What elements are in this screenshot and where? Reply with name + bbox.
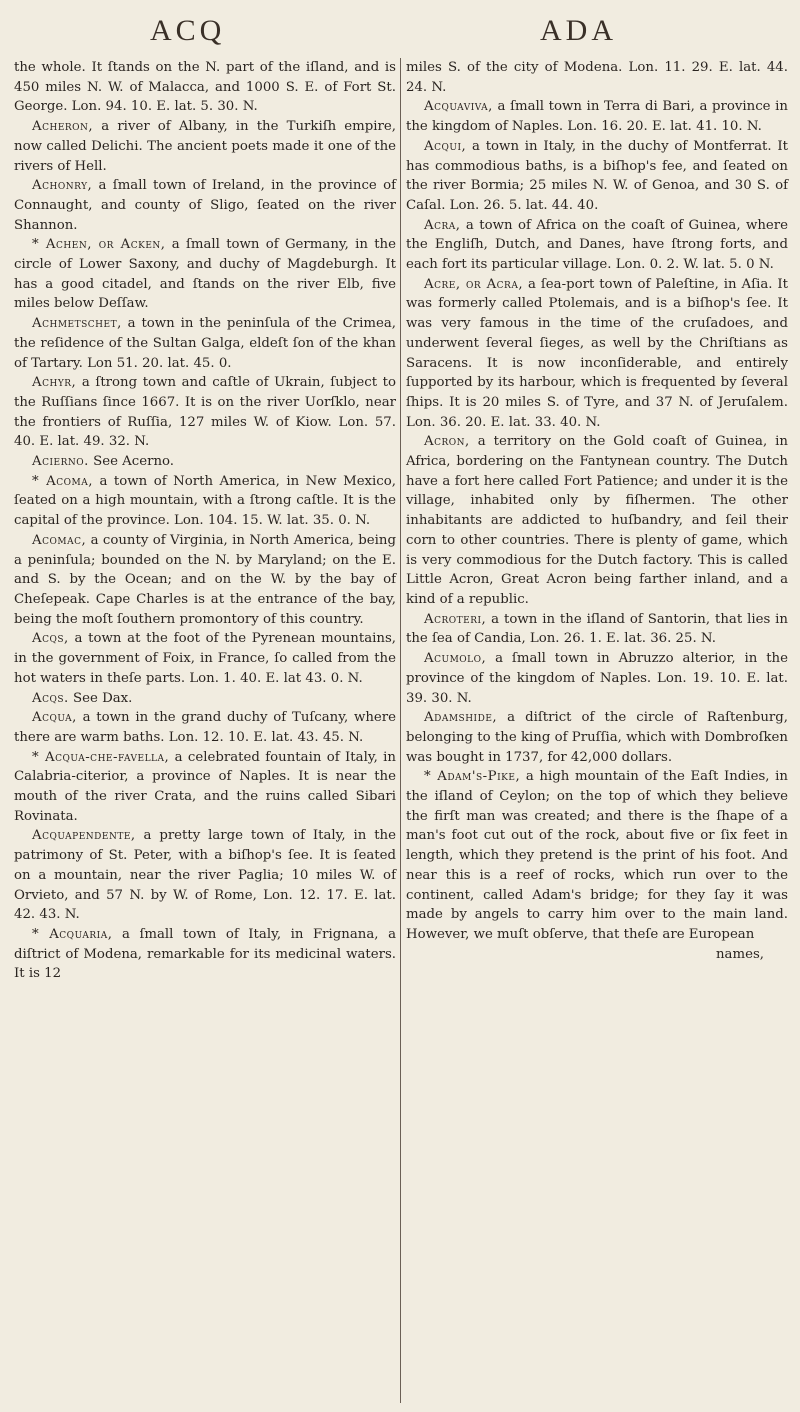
headword: Acra,	[424, 217, 461, 233]
entry-adamshide	[406, 708, 788, 767]
entry-text: a pretty large town of Italy, in the patrimony of St. Peter, with a biſhop's ſee. It is ſeated on a mountain, near the river Paglia; 10 miles W. of Orvieto, and 57 N. by W. of Rome, Lon. 12. 17. E. lat. 42. 43. N.	[14, 828, 396, 923]
entry-whole	[14, 58, 396, 117]
entry-text: a territory on the Gold coaſt of Guinea, in Africa, bordering on the Fantynean country. The Dutch have a fort here called Fort Patience; and under it is the village, inhabited only by fiſhermen. The other inhabitants are addicted to huſbandry, and ſeil their corn to other countries. There is plenty of game, which is very commodious for the Dutch factory. This is called Little Acron, Great Acron being farther inland, and a kind of a republic.	[406, 434, 788, 607]
entry-text: a ſtrong town and caſtle of Ukrain, ſubject to the Ruſſians ſince 1667. It is on the river Uorſklo, near the frontiers of Ruſſia, 127 miles W. of Kiow. Lon. 57. 40. E. lat. 49. 32. N.	[14, 375, 396, 450]
entry-adams_pike	[406, 767, 788, 944]
headword: Adamshide,	[424, 710, 498, 726]
headword: Achonry,	[32, 178, 93, 194]
entry-text: a town at the foot of the Pyrenean mountains, in the government of Foix, in France, ſo called from the hot waters in theſe parts. Lon. 1. 40. E. lat 43. 0. N.	[14, 631, 396, 686]
entry-acoma	[14, 472, 396, 531]
headword: Acron,	[424, 434, 470, 450]
entry-acqua	[14, 708, 396, 747]
entry-modena	[406, 58, 788, 97]
entry-text: a town in the grand duchy of Tuſcany, where there are warm baths. Lon. 12. 10. E. lat. 43. 45. N.	[14, 710, 396, 745]
entry-text: See Acerno.	[88, 454, 175, 470]
entry-acierno	[14, 452, 396, 472]
entry-acheron	[14, 117, 396, 176]
entry-text: a town of North America, in New Mexico, ſeated on a high mountain, with a ſtrong caſtle. It is the capital of the province. Lon. 104. 15. W. lat. 35. 0. N.	[14, 473, 396, 529]
entry-text: See Dax.	[68, 690, 133, 706]
entry-acquaria	[14, 925, 396, 984]
headword: Acqui,	[424, 138, 467, 154]
headword: Acroteri,	[424, 611, 487, 627]
entry-achonry	[14, 176, 396, 235]
headword: Acre, or Acra,	[424, 276, 524, 292]
headword: * Acoma,	[32, 473, 93, 489]
entry-text: a town of Africa on the coaſt of Guinea, where the Engliſh, Dutch, and Danes, have ſtrong forts, and each fort its particular village. Lon. 0. 2. W. lat. 5. 0 N.	[406, 217, 788, 273]
headword: Achmetschet,	[32, 316, 122, 332]
entry-achen	[14, 235, 396, 314]
headword: * Achen, or Acken,	[32, 237, 166, 253]
entry-text: a town in the iſland of Santorin, that lies in the ſea of Candia, Lon. 26. 1. E. lat. 36. 25. N.	[406, 611, 788, 647]
entry-acroteri	[406, 610, 788, 649]
entry-acqs2	[14, 689, 396, 709]
entry-acomac	[14, 531, 396, 630]
entry-text: a diſtrict of the circle of Raſtenburg, belonging to the king of Pruſſia, which with Dombroſken was bought in 1737, for 42,000 dollars.	[406, 710, 788, 765]
running-head-right: ADA	[540, 14, 617, 47]
entry-acra	[406, 216, 788, 275]
headword: Acierno.	[32, 454, 89, 470]
entry-text: the whole. It ſtands on the N. part of the iſland, and is 450 miles N. W. of Malacca, and 1000 S. E. of Fort St. George. Lon. 94. 10. E. lat. 5. 30. N.	[14, 60, 396, 115]
entry-achyr	[14, 373, 396, 452]
headword: Acquaviva,	[424, 99, 493, 115]
entry-text: a ſmall town in Abruzzo alterior, in the province of the kingdom of Naples. Lon. 19. 10. E. lat. 39. 30. N.	[406, 651, 788, 706]
entry-acron	[406, 432, 788, 609]
entry-acqua_che	[14, 748, 396, 827]
column-divider	[400, 58, 401, 1403]
entry-acre	[406, 275, 788, 433]
entry-acqs1	[14, 629, 396, 688]
entry-text: a high mountain of the Eaſt Indies, in the iſland of Ceylon; on the top of which they believe the firſt man was created; and there is the ſhape of a man's foot cut out of the rock, about five or ſix feet in length, which they pretend is the print of his foot. And near this is a reef of rocks, which run over to the continent, called Adam's bridge; for they ſay it was made by angels to carry him over to the main land. However, we muſt obſerve, that theſe are European	[406, 769, 788, 942]
entry-text: miles S. of the city of Modena. Lon. 11. 29. E. lat. 44. 24. N.	[406, 60, 788, 95]
right-column	[406, 58, 788, 964]
entry-acqui	[406, 137, 788, 216]
entry-acumolo	[406, 649, 788, 708]
entry-text: a ſmall town of Germany, in the circle of Lower Saxony, and duchy of Magdeburgh. It has a good citadel, and ſtands on the river Elb, five miles below Deſſaw.	[14, 237, 396, 312]
headword: * Acquaria,	[32, 926, 113, 942]
entry-text: a ſmall town of Ireland, in the province of Connaught, and county of Sligo, ſeated on the river Shannon.	[14, 178, 396, 233]
entry-text: a ſmall town in Terra di Bari, a province in the kingdom of Naples. Lon. 16. 20. E. lat. 41. 10. N.	[406, 99, 788, 135]
catchword: names,	[715, 946, 764, 962]
entry-text: a river of Albany, in the Turkiſh empire, now called Delichi. The ancient poets made it one of the rivers of Hell.	[14, 119, 396, 174]
entry-text: a town in Italy, in the duchy of Montferrat. It has commodious baths, is a biſhop's fee, and ſeated on the river Bormia; 25 miles N. W. of Genoa, and 30 S. of Caſal. Lon. 26. 5. lat. 44. 40.	[406, 138, 788, 213]
headword: Acheron,	[32, 119, 94, 135]
entry-acquapendente	[14, 826, 396, 925]
headword: Acqua,	[32, 710, 77, 726]
headword: * Acqua-che-favella,	[32, 749, 170, 765]
headword: Achyr,	[32, 375, 77, 391]
entry-text: a ſmall town of Italy, in Frignana, a diſtrict of Modena, remarkable for its medicinal waters. It is 12	[14, 926, 396, 982]
headword: Acquapendente,	[32, 828, 136, 844]
headword: Acqs.	[32, 690, 69, 706]
headword: * Adam's-Pike,	[424, 769, 521, 785]
headword: Acumolo,	[424, 651, 487, 667]
headword: Acomac,	[32, 532, 87, 548]
entry-text: a celebrated fountain of Italy, in Calabria-citerior, a province of Naples. It is near the mouth of the river Crata, and the ruins called Sibari Rovinata.	[14, 749, 396, 824]
entry-text: a ſea-port town of Paleſtine, in Aſia. It was formerly called Ptolemais, and is a biſhop's ſee. It was very famous in the time of the cruſadoes, and underwent ſeveral ſieges, as well by the Chriſtians as Saracens. It is now inconſiderable, and entirely ſupported by its harbour, which is frequented by ſeveral ſhips. It is 20 miles S. of Tyre, and 37 N. of Jeruſalem. Lon. 36. 20. E. lat. 33. 40. N.	[406, 276, 788, 430]
entry-text: a town in the peninſula of the Crimea, the reſidence of the Sultan Galga, eldeſt ſon of the khan of Tartary. Lon 51. 20. lat. 45. 0.	[14, 316, 396, 371]
headword: Acqs,	[32, 631, 69, 647]
left-column	[14, 58, 396, 984]
entry-achmetschet	[14, 314, 396, 373]
entry-text: a county of Virginia, in North America, being a peninſula; bounded on the N. by Maryland; on the E. and S. by the Ocean; and on the W. by the bay of Cheſepeak. Cape Charles is at the entrance of the bay, being the moſt ſouthern promontory of this country.	[14, 532, 396, 627]
entry-acquaviva	[406, 97, 788, 136]
running-head-left: ACQ	[150, 14, 226, 47]
